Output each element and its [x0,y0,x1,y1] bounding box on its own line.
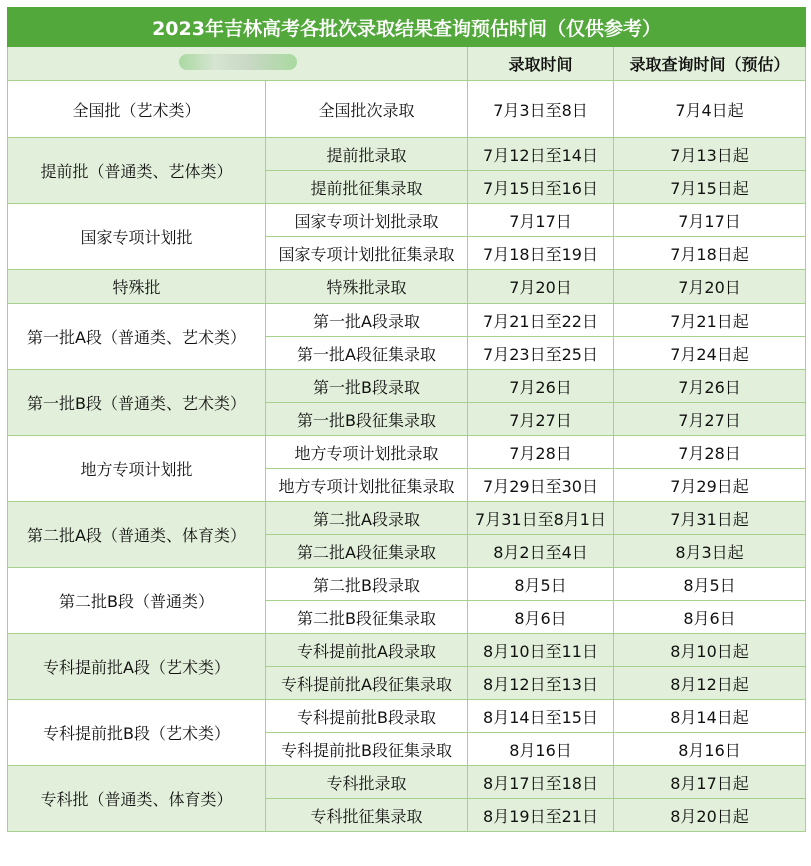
schedule-table-container [7,7,805,832]
sub-batch-cell: 专科批录取 [266,766,468,799]
query-time-cell: 8月6日 [614,601,806,634]
header-blurred-cell [8,47,468,81]
query-time-cell: 8月14日起 [614,700,806,733]
admission-time-cell: 7月17日 [468,204,614,237]
sub-batch-cell: 第一批A段录取 [266,304,468,337]
admission-time-cell: 7月29日至30日 [468,469,614,502]
batch-cell: 专科提前批A段（艺术类） [8,634,266,700]
batch-cell: 提前批（普通类、艺体类） [8,138,266,204]
table-body [8,81,806,832]
sub-batch-cell: 第一批B段录取 [266,370,468,403]
admission-time-cell: 7月3日至8日 [468,81,614,138]
batch-cell: 全国批（艺术类） [8,81,266,138]
batch-cell: 第一批B段（普通类、艺术类） [8,370,266,436]
sub-batch-cell: 第一批A段征集录取 [266,337,468,370]
admission-time-cell: 8月6日 [468,601,614,634]
batch-cell: 国家专项计划批 [8,204,266,270]
admission-time-cell: 8月10日至11日 [468,634,614,667]
table-row [8,204,806,237]
query-time-cell: 7月27日 [614,403,806,436]
table-row [8,766,806,799]
query-time-cell: 8月17日起 [614,766,806,799]
table-row [8,634,806,667]
query-time-cell: 7月26日 [614,370,806,403]
admission-time-cell: 8月16日 [468,733,614,766]
admission-time-cell: 8月14日至15日 [468,700,614,733]
admission-time-cell: 8月5日 [468,568,614,601]
query-time-cell: 7月29日起 [614,469,806,502]
sub-batch-cell: 第二批B段录取 [266,568,468,601]
sub-batch-cell: 提前批征集录取 [266,171,468,204]
table-row [8,502,806,535]
sub-batch-cell: 第二批B段征集录取 [266,601,468,634]
admission-time-cell: 7月12日至14日 [468,138,614,171]
admission-time-cell: 7月27日 [468,403,614,436]
query-time-cell: 8月10日起 [614,634,806,667]
blurred-text [179,54,297,70]
header-query-time: 录取查询时间（预估） [614,47,806,81]
sub-batch-cell: 第一批B段征集录取 [266,403,468,436]
admission-time-cell: 7月31日至8月1日 [468,502,614,535]
sub-batch-cell: 第二批A段录取 [266,502,468,535]
batch-cell: 第二批A段（普通类、体育类） [8,502,266,568]
query-time-cell: 7月21日起 [614,304,806,337]
query-time-cell: 8月5日 [614,568,806,601]
query-time-cell: 7月20日 [614,270,806,304]
query-time-cell: 7月18日起 [614,237,806,270]
sub-batch-cell: 全国批次录取 [266,81,468,138]
admission-time-cell: 7月26日 [468,370,614,403]
query-time-cell: 8月12日起 [614,667,806,700]
admission-time-cell: 8月12日至13日 [468,667,614,700]
batch-cell: 专科批（普通类、体育类） [8,766,266,832]
sub-batch-cell: 国家专项计划批录取 [266,204,468,237]
table-row [8,370,806,403]
query-time-cell: 7月17日 [614,204,806,237]
sub-batch-cell: 第二批A段征集录取 [266,535,468,568]
schedule-table [7,7,806,832]
sub-batch-cell: 专科提前批B段征集录取 [266,733,468,766]
sub-batch-cell: 特殊批录取 [266,270,468,304]
query-time-cell: 7月24日起 [614,337,806,370]
admission-time-cell: 7月28日 [468,436,614,469]
batch-cell: 专科提前批B段（艺术类） [8,700,266,766]
query-time-cell: 8月20日起 [614,799,806,832]
sub-batch-cell: 地方专项计划批录取 [266,436,468,469]
admission-time-cell: 7月15日至16日 [468,171,614,204]
admission-time-cell: 7月23日至25日 [468,337,614,370]
query-time-cell: 8月16日 [614,733,806,766]
table-row [8,568,806,601]
query-time-cell: 8月3日起 [614,535,806,568]
table-row [8,81,806,138]
query-time-cell: 7月15日起 [614,171,806,204]
sub-batch-cell: 专科提前批B段录取 [266,700,468,733]
admission-time-cell: 7月20日 [468,270,614,304]
sub-batch-cell: 专科批征集录取 [266,799,468,832]
admission-time-cell: 7月21日至22日 [468,304,614,337]
table-row [8,436,806,469]
sub-batch-cell: 国家专项计划批征集录取 [266,237,468,270]
sub-batch-cell: 专科提前批A段征集录取 [266,667,468,700]
table-title: 2023年吉林高考各批次录取结果查询预估时间（仅供参考） [8,8,806,47]
admission-time-cell: 8月2日至4日 [468,535,614,568]
table-row [8,700,806,733]
query-time-cell: 7月4日起 [614,81,806,138]
query-time-cell: 7月28日 [614,436,806,469]
batch-cell: 地方专项计划批 [8,436,266,502]
admission-time-cell: 8月19日至21日 [468,799,614,832]
query-time-cell: 7月31日起 [614,502,806,535]
table-row [8,270,806,304]
table-row [8,138,806,171]
admission-time-cell: 8月17日至18日 [468,766,614,799]
batch-cell: 第二批B段（普通类） [8,568,266,634]
sub-batch-cell: 专科提前批A段录取 [266,634,468,667]
table-row [8,304,806,337]
batch-cell: 第一批A段（普通类、艺术类） [8,304,266,370]
sub-batch-cell: 地方专项计划批征集录取 [266,469,468,502]
header-admission-time: 录取时间 [468,47,614,81]
sub-batch-cell: 提前批录取 [266,138,468,171]
batch-cell: 特殊批 [8,270,266,304]
admission-time-cell: 7月18日至19日 [468,237,614,270]
query-time-cell: 7月13日起 [614,138,806,171]
